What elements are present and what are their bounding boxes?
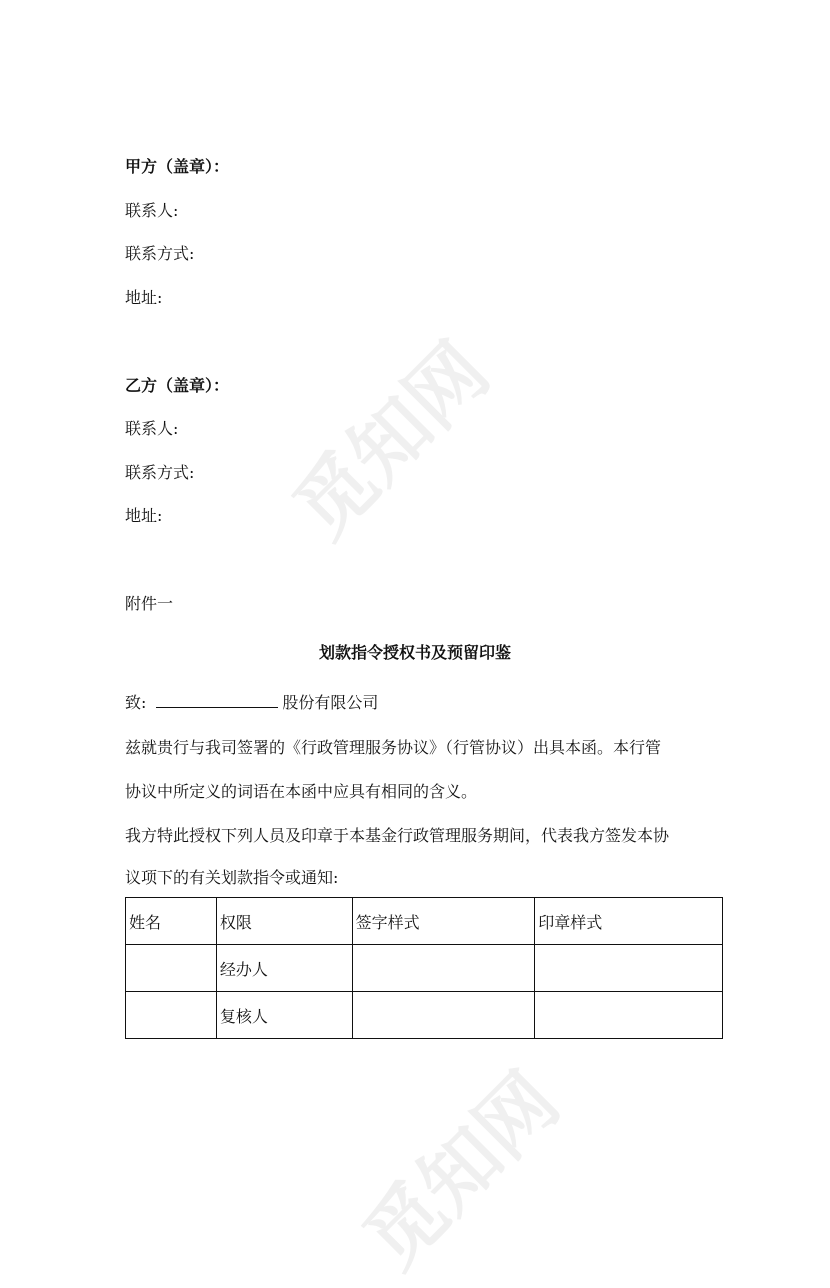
table-row — [126, 992, 723, 1039]
cell-seal — [535, 945, 723, 992]
party-a-contact-person: 联系人: — [125, 201, 179, 220]
paragraph-1-line-2: 协议中所定义的词语在本函中应具有相同的含义。 — [125, 782, 478, 801]
cell-permission: 经办人 — [216, 945, 352, 992]
table-header-row — [126, 898, 723, 945]
party-a-contact-method: 联系方式: — [125, 244, 195, 263]
header-name: 姓名 — [126, 898, 217, 945]
header-seal-sample: 印章样式 — [535, 898, 723, 945]
cell-name — [126, 945, 217, 992]
cell-signature — [352, 945, 535, 992]
party-a-address: 地址: — [125, 288, 163, 307]
header-signature-sample: 签字样式 — [352, 898, 535, 945]
addressee-suffix: 股份有限公司 — [282, 693, 379, 712]
paragraph-2-line-1: 我方特此授权下列人员及印章于本基金行政管理服务期间，代表我方签发本协 — [125, 826, 670, 845]
paragraph-1-line-1: 兹就贵行与我司签署的《行政管理服务协议》（行管协议）出具本函。本行管 — [125, 738, 662, 757]
addressee-blank — [156, 693, 278, 708]
header-permission: 权限 — [216, 898, 352, 945]
addressee-prefix: 致: — [125, 693, 147, 712]
attachment-title: 划款指令授权书及预留印鉴 — [318, 643, 511, 662]
table-row — [126, 945, 723, 992]
paragraph-2-line-2: 议项下的有关划款指令或通知: — [125, 868, 339, 887]
attachment-label: 附件一 — [125, 594, 174, 613]
party-b-heading: 乙方（盖章）： — [125, 376, 230, 395]
cell-permission: 复核人 — [216, 992, 352, 1039]
party-b-contact-method: 联系方式: — [125, 463, 195, 482]
watermark-bottom: 觅知网 — [347, 1056, 577, 1286]
party-b-contact-person: 联系人: — [125, 419, 179, 438]
watermark: 觅知网 — [277, 326, 507, 556]
authorization-table — [125, 897, 723, 1039]
cell-seal — [535, 992, 723, 1039]
party-a-heading: 甲方（盖章）： — [125, 157, 230, 176]
cell-name — [126, 992, 217, 1039]
addressee-line — [125, 693, 378, 713]
party-b-address: 地址: — [125, 506, 163, 525]
cell-signature — [352, 992, 535, 1039]
